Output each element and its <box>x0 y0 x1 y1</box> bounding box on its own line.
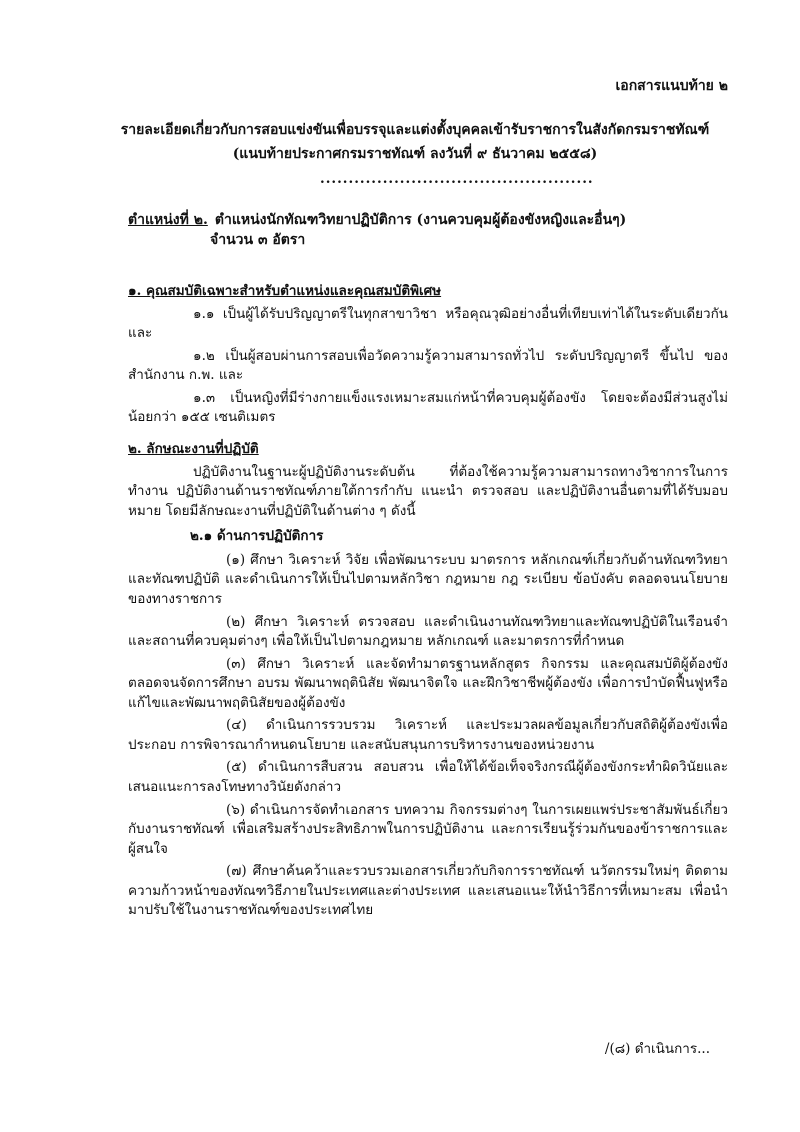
position-name: ตำแหน่งนักทัณฑวิทยาปฏิบัติการ (งานควบคุมผู้ต้องขังหญิงและอื่นๆ) <box>214 212 627 228</box>
section-duties <box>128 440 728 924</box>
duty-item: (๖) ดำเนินการจัดทำเอกสาร บทความ กิจกรรมต่างๆ ในการเผยแพร่ประชาสัมพันธ์เกี่ยวกับงานราชทัณฑ์ เพื่อเสริมสร้างประสิทธิภาพในการปฏิบัติงาน และการเรียนรู้ร่วมกันของข้าราชการและผู้สนใจ <box>128 801 728 857</box>
position-count: จำนวน ๓ อัตรา <box>210 232 306 249</box>
section1-heading: ๑. คุณสมบัติเฉพาะสำหรับตำแหน่งและคุณสมบัติพิเศษ <box>128 283 442 299</box>
duty-item: (๓) ศึกษา วิเคราะห์ และจัดทำมาตรฐานหลักสูตร กิจกรรม และคุณสมบัติผู้ต้องขัง ตลอดจนจัดการศึกษา อบรม พัฒนาพฤตินิสัย พัฒนาจิตใจ และฝึกวิชาชีพผู้ต้องขัง เพื่อการบำบัดฟื้นฟูหรือแก้ไขและพัฒนาพฤตินิสัยของผู้ต้องขัง <box>128 655 728 711</box>
qualification-item: ๑.๓ เป็นหญิงที่มีร่างกายแข็งแรงเหมาะสมแก่หน้าที่ควบคุมผู้ต้องขัง โดยจะต้องมีส่วนสูงไม่น้อยกว่า ๑๕๕ เซนติเมตร <box>128 389 728 426</box>
duty-item: (๗) ศึกษาค้นคว้าและรวบรวมเอกสารเกี่ยวกับกิจการราชทัณฑ์ นวัตกรรมใหม่ๆ ติดตามความก้าวหน้าของทัณฑวิธีภายในประเทศและต่างประเทศ และเสนอแนะให้นำวิธีการที่เหมาะสม เพื่อนำมาปรับใช้ในงานราชทัณฑ์ของประเทศไทย <box>128 863 728 919</box>
title-line-2: (แนบท้ายประกาศกรมราชทัณฑ์ ลงวันที่ ๙ ธันวาคม ๒๕๕๘) <box>232 146 598 163</box>
duty-item: (๕) ดำเนินการสืบสวน สอบสวน เพื่อให้ได้ข้อเท็จจริงกรณีผู้ต้องขังกระทำผิดวินัยและเสนอแนะการลงโทษทางวินัยดังกล่าว <box>128 759 728 795</box>
title-divider: ................................................ <box>320 171 594 187</box>
duty-item: (๔) ดำเนินการรวบรวม วิเคราะห์ และประมวลผลข้อมูลเกี่ยวกับสถิติผู้ต้องขังเพื่อประกอบ การพิจารณากำหนดนโยบาย และสนับสนุนการบริหารงานของหน่วยงาน <box>128 717 728 753</box>
qualification-item: ๑.๑ เป็นผู้ได้รับปริญญาตรีในทุกสาขาวิชา หรือคุณวุฒิอย่างอื่นที่เทียบเท่าได้ในระดับเดียวกัน และ <box>128 305 728 342</box>
qualification-item: ๑.๒ เป็นผู้สอบผ่านการสอบเพื่อวัดความรู้ความสามารถทั่วไป ระดับปริญญาตรี ขึ้นไป ของสำนักงาน ก.พ. และ <box>128 347 728 384</box>
annex-label: เอกสารแนบท้าย ๒ <box>615 78 728 94</box>
section-qualifications <box>128 282 728 431</box>
title-line-1: รายละเอียดเกี่ยวกับการสอบแข่งขันเพื่อบรรจุและแต่งตั้งบุคคลเข้ารับราชการในสังกัดกรมราชทัณฑ์ <box>120 122 710 138</box>
continuation-note: /(๘) ดำเนินการ... <box>604 1041 710 1057</box>
duty-item: (๒) ศึกษา วิเคราะห์ ตรวจสอบ และดำเนินงานทัณฑวิทยาและทัณฑปฏิบัติในเรือนจำและสถานที่ควบคุมต่างๆ เพื่อให้เป็นไปตามกฎหมาย หลักเกณฑ์ และมาตรการที่กำหนด <box>128 613 728 650</box>
duty-item: (๑) ศึกษา วิเคราะห์ วิจัย เพื่อพัฒนาระบบ มาตรการ หลักเกณฑ์เกี่ยวกับด้านทัณฑวิทยาและทัณฑปฏิบัติ และดำเนินการให้เป็นไปตามหลักวิชา กฎหมาย กฎ ระเบียบ ข้อบังคับ ตลอดจนนโยบายของทางราชการ <box>128 551 728 607</box>
section2-intro: ปฏิบัติงานในฐานะผู้ปฏิบัติงานระดับต้น ที่ต้องใช้ความรู้ความสามารถทางวิชาการในการทำงาน ปฏิบัติงานด้านราชทัณฑ์ภายใต้การกำกับ แนะนำ ตรวจสอบ และปฏิบัติงานอื่นตามที่ได้รับมอบหมาย โดยมีลักษณะงานที่ปฏิบัติในด้านต่าง ๆ ดังนี้ <box>128 463 728 519</box>
position-block <box>128 210 626 251</box>
section2-heading: ๒. ลักษณะงานที่ปฏิบัติ <box>128 441 259 457</box>
section2-subheading: ๒.๑ ด้านการปฏิบัติการ <box>190 528 324 545</box>
document-title <box>100 120 730 169</box>
position-label: ตำแหน่งที่ ๒. <box>128 212 208 228</box>
